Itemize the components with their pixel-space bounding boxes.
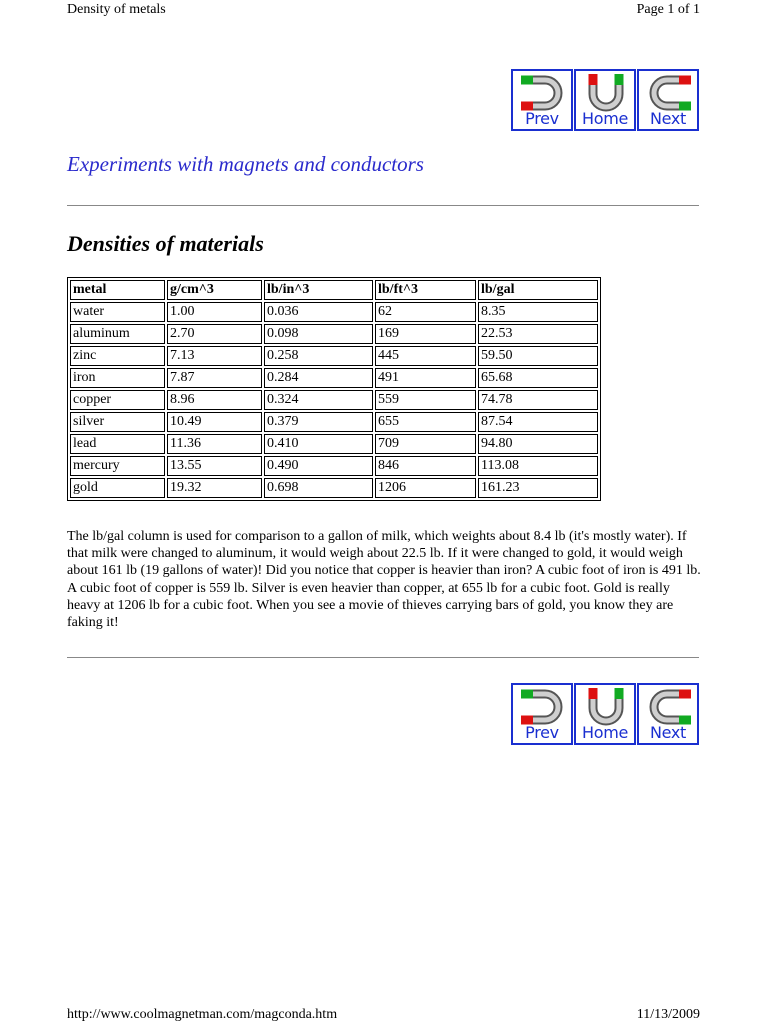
table-cell: 8.35 xyxy=(478,302,598,322)
table-cell: 655 xyxy=(375,412,476,432)
table-cell: gold xyxy=(70,478,165,498)
table-row xyxy=(70,412,598,432)
column-header: g/cm^3 xyxy=(167,280,262,300)
magnet-prev-icon xyxy=(517,688,569,726)
table-cell: 559 xyxy=(375,390,476,410)
table-cell: 59.50 xyxy=(478,346,598,366)
table-row xyxy=(70,478,598,498)
table-cell: aluminum xyxy=(70,324,165,344)
table-cell: 0.258 xyxy=(264,346,373,366)
table-cell: 1.00 xyxy=(167,302,262,322)
table-cell: 94.80 xyxy=(478,434,598,454)
table-cell: 0.410 xyxy=(264,434,373,454)
table-cell: 491 xyxy=(375,368,476,388)
home-label: Home xyxy=(581,109,629,128)
magnet-home-icon xyxy=(580,688,632,726)
column-header: lb/in^3 xyxy=(264,280,373,300)
table-cell: water xyxy=(70,302,165,322)
footer-date: 11/13/2009 xyxy=(636,1007,700,1022)
table-cell: 0.698 xyxy=(264,478,373,498)
table-header-row xyxy=(70,280,598,300)
table-cell: 8.96 xyxy=(167,390,262,410)
home-label: Home xyxy=(581,723,629,742)
prev-label: Prev xyxy=(525,723,559,742)
table-cell: 19.32 xyxy=(167,478,262,498)
table-cell: 1206 xyxy=(375,478,476,498)
table-cell: 113.08 xyxy=(478,456,598,476)
table-row xyxy=(70,434,598,454)
table-cell: mercury xyxy=(70,456,165,476)
table-cell: 0.379 xyxy=(264,412,373,432)
prev-button[interactable] xyxy=(511,683,573,745)
table-cell: lead xyxy=(70,434,165,454)
table-cell: 74.78 xyxy=(478,390,598,410)
table-cell: 87.54 xyxy=(478,412,598,432)
table-row xyxy=(70,390,598,410)
prev-button[interactable] xyxy=(511,69,573,131)
table-cell: 2.70 xyxy=(167,324,262,344)
table-cell: 169 xyxy=(375,324,476,344)
next-label: Next xyxy=(649,723,687,742)
density-table xyxy=(67,277,601,501)
bottom-nav-bar xyxy=(511,683,701,745)
table-cell: iron xyxy=(70,368,165,388)
table-cell: 7.87 xyxy=(167,368,262,388)
table-row xyxy=(70,368,598,388)
table-cell: 0.036 xyxy=(264,302,373,322)
table-cell: 11.36 xyxy=(167,434,262,454)
table-row xyxy=(70,456,598,476)
table-cell: 65.68 xyxy=(478,368,598,388)
magnet-next-icon xyxy=(643,74,695,112)
top-nav-bar xyxy=(511,69,701,131)
home-button[interactable] xyxy=(574,69,636,131)
table-cell: zinc xyxy=(70,346,165,366)
table-cell: copper xyxy=(70,390,165,410)
site-title: Experiments with magnets and conductors xyxy=(67,152,424,176)
home-button[interactable] xyxy=(574,683,636,745)
table-cell: 22.53 xyxy=(478,324,598,344)
table-cell: 0.284 xyxy=(264,368,373,388)
table-cell: 62 xyxy=(375,302,476,322)
column-header: metal xyxy=(70,280,165,300)
footer-url: http://www.coolmagnetman.com/magconda.htm xyxy=(67,1007,338,1022)
table-cell: 846 xyxy=(375,456,476,476)
page-header-title: Density of metals xyxy=(67,2,166,17)
column-header: lb/gal xyxy=(478,280,598,300)
table-cell: 0.324 xyxy=(264,390,373,410)
table-cell: 13.55 xyxy=(167,456,262,476)
prev-label: Prev xyxy=(525,109,559,128)
divider xyxy=(67,205,699,206)
section-title: Densities of materials xyxy=(67,231,264,256)
table-cell: 0.490 xyxy=(264,456,373,476)
explanation-paragraph: The lb/gal column is used for comparison to a gallon of milk, which weights about 8.4 lb (it's mostly water). If that milk were changed to aluminum, it would weigh about 22.5 lb. If it were changed to gold, it would weigh about 161 lb (19 gallons of water)! Did you notice that copper is heavier than iron? A cubic foot of iron is 491 lb. A cubic foot of copper is 559 lb. Silver is even heavier than copper, at 655 lb for a cubic foot. Gold is really heavy at 1206 lb for a cubic foot. When you see a movie of thieves carrying bars of gold, you know they are faking it! xyxy=(67,529,701,631)
magnet-home-icon xyxy=(580,74,632,112)
table-row xyxy=(70,302,598,322)
table-cell: 709 xyxy=(375,434,476,454)
divider xyxy=(67,657,699,658)
table-row xyxy=(70,324,598,344)
table-cell: 7.13 xyxy=(167,346,262,366)
table-cell: silver xyxy=(70,412,165,432)
magnet-prev-icon xyxy=(517,74,569,112)
next-button[interactable] xyxy=(637,683,699,745)
table-cell: 161.23 xyxy=(478,478,598,498)
page-indicator: Page 1 of 1 xyxy=(636,2,700,17)
column-header: lb/ft^3 xyxy=(375,280,476,300)
next-button[interactable] xyxy=(637,69,699,131)
next-label: Next xyxy=(649,109,687,128)
table-row xyxy=(70,346,598,366)
magnet-next-icon xyxy=(643,688,695,726)
table-cell: 10.49 xyxy=(167,412,262,432)
table-cell: 445 xyxy=(375,346,476,366)
table-cell: 0.098 xyxy=(264,324,373,344)
